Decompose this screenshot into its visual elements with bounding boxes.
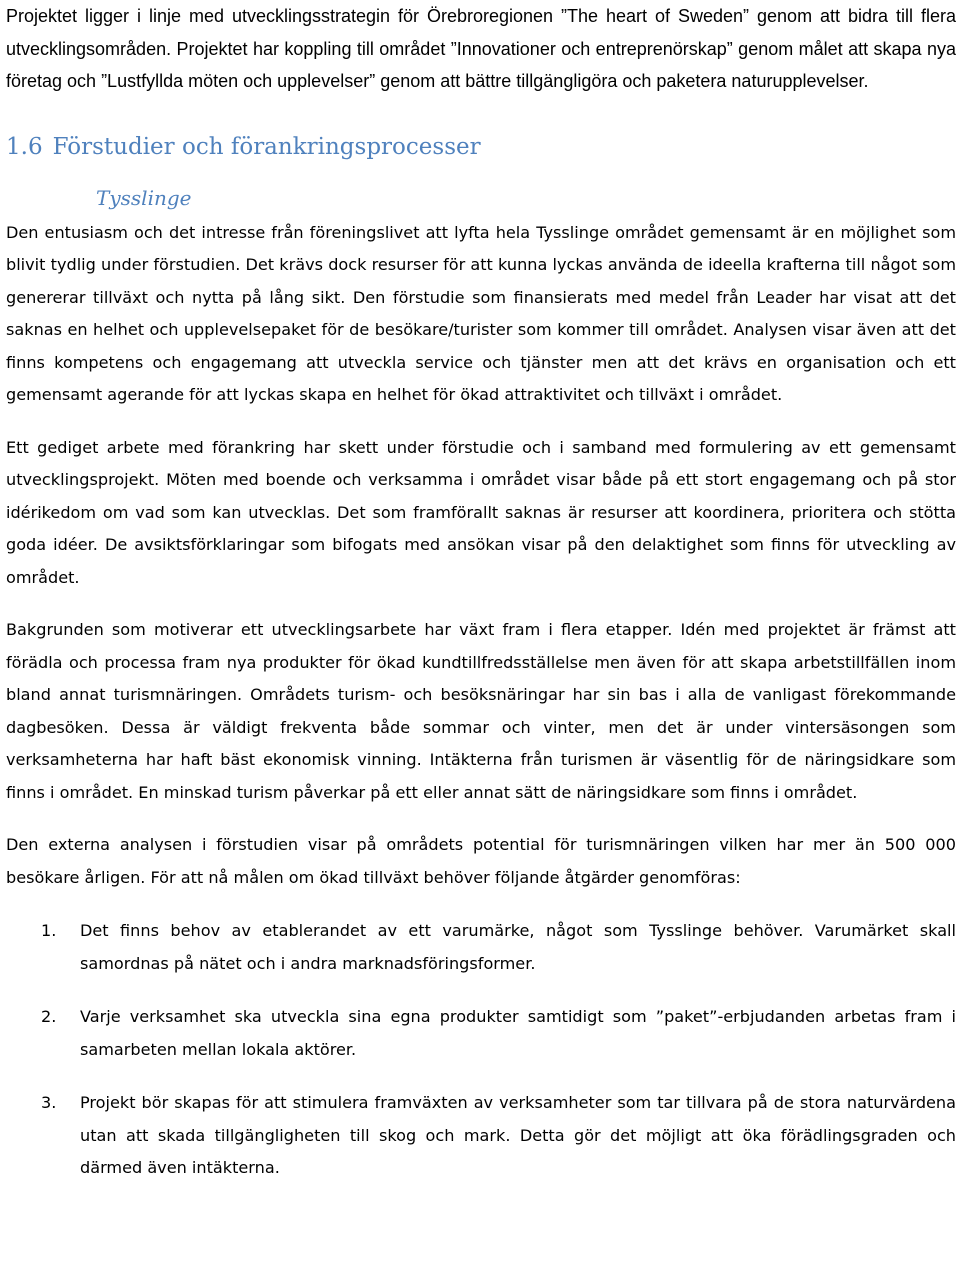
- list-item: [6, 1087, 956, 1185]
- list-item-number: 3.: [41, 1093, 57, 1112]
- section-subtitle: Tysslinge: [96, 185, 192, 210]
- paragraph-2: Ett gediget arbete med förankring har skett under förstudie och i samband med formulering av ett gemensamt utvecklingsprojekt. Möten med boende och verksamma i området visar både på ett stort engagemang och på stor idérikedom om vad som kan utvecklas. Det som framförallt saknas är resurser att koordinera, prioritera och stötta goda idéer. De avsiktsförklaringar som bifogats med ansökan visar på den delaktighet som finns för utveckling av området.: [6, 437, 956, 587]
- paragraph-4: Den externa analysen i förstudien visar på områdets potential för turismnäringen vilken har mer än 500 000 besökare årligen. För att nå målen om ökad tillväxt behöver följande åtgärder genomföras:: [6, 835, 956, 887]
- paragraph-1: Den entusiasm och det intresse från föreningslivet att lyfta hela Tysslinge området gemensamt är en möjlighet som blivit tydlig under förstudien. Det krävs dock resurser för att kunna lyckas använda de ideella krafterna till något som genererar tillväxt och nytta på lång sikt. Den förstudie som finansierats med medel från Leader har visat att det saknas en helhet och upplevelsepaket för de besökare/turister som kommer till området. Analysen visar även att det finns kompetens och engagemang att utveckla service och tjänster men att det krävs en organisation och ett gemensamt agerande för att lyckas skapa en helhet för ökad attraktivitet och tillväxt i området.: [6, 222, 956, 404]
- document-page: [6, 0, 956, 1206]
- list-item-text: Varje verksamhet ska utveckla sina egna produkter samtidigt som ”paket”-erbjudanden arbetas fram i samarbeten mellan lokala aktörer.: [80, 1007, 956, 1059]
- intro-paragraph: Projektet ligger i linje med utvecklingsstrategin för Örebroregionen ”The heart of Sweden” genom att bidra till flera utvecklingsområden. Projektet har koppling till området ”Innovationer och entreprenörskap” genom målet att skapa nya företag och ”Lustfyllda möten och upplevelser” genom att bättre tillgängligöra och paketera naturupplevelser.: [6, 6, 956, 91]
- list-item: [6, 1001, 956, 1066]
- list-item-number: 2.: [41, 1007, 57, 1026]
- list-item-text: Det finns behov av etablerandet av ett varumärke, något som Tysslinge behöver. Varumärket skall samordnas på nätet och i andra marknadsföringsformer.: [80, 921, 956, 973]
- list-item-number: 1.: [41, 921, 57, 940]
- section-heading: [6, 132, 956, 162]
- list-item-text: Projekt bör skapas för att stimulera framväxten av verksamheter som tar tillvara på de stora naturvärdena utan att skada tillgängligheten till skog och mark. Detta gör det möjligt att öka förädlingsgraden och därmed även intäkterna.: [80, 1093, 956, 1177]
- action-list: [6, 915, 956, 1185]
- paragraph-3: Bakgrunden som motiverar ett utvecklingsarbete har växt fram i flera etapper. Idén med projektet är främst att förädla och processa fram nya produkter för ökad kundtillfredsställelse men även för att skapa arbetstillfällen inom bland annat turismnäringen. Områdets turism- och besöksnäringar har sin bas i alla de vanligast förekommande dagbesöken. Dessa är väldigt frekventa både sommar och vinter, men det är under vintersäsongen som verksamheterna har haft bäst ekonomisk vinning. Intäkterna från turismen är väsentlig för de näringsidkare som finns i området. En minskad turism påverkar på ett eller annat sätt de näringsidkare som finns i området.: [6, 620, 956, 802]
- section-title: Förstudier och förankringsprocesser: [52, 133, 481, 160]
- section-number: 1.6: [6, 133, 43, 160]
- list-item: [6, 915, 956, 980]
